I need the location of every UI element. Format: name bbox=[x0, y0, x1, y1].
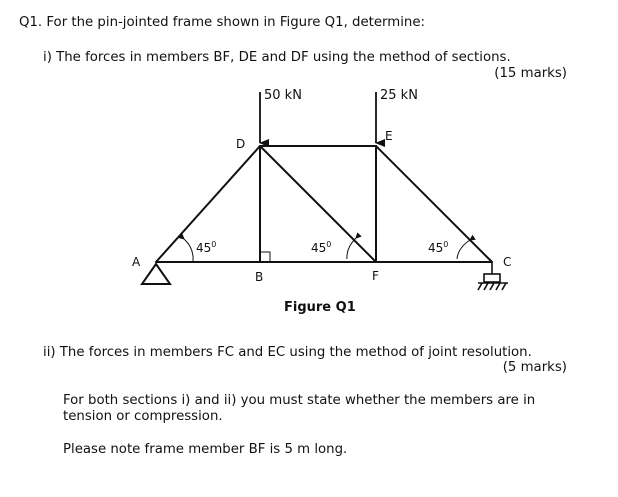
right-angle-mark bbox=[260, 252, 270, 262]
note-line-1: For both sections i) and ii) you must state whether the members are in bbox=[63, 393, 536, 408]
part-i-text: i) The forces in members BF, DE and DF using the method of sections. bbox=[43, 50, 511, 65]
angle-label-c bbox=[428, 240, 448, 255]
angle-arc-c-icon bbox=[457, 240, 470, 259]
note-line-2: tension or compression. bbox=[63, 409, 223, 424]
pin-support-icon bbox=[142, 264, 170, 284]
figure-caption: Figure Q1 bbox=[284, 300, 356, 315]
part-i-marks: (15 marks) bbox=[494, 66, 567, 81]
degree-symbol-c: 0 bbox=[443, 240, 449, 249]
degree-symbol-a: 0 bbox=[211, 240, 217, 249]
part-ii-marks: (5 marks) bbox=[502, 360, 567, 375]
node-label-d: D bbox=[236, 137, 246, 151]
note-bf-length: Please note frame member BF is 5 m long. bbox=[63, 442, 348, 457]
angle-arc-a-icon bbox=[184, 239, 193, 261]
part-ii-text: ii) The forces in members FC and EC using the method of joint resolution. bbox=[43, 345, 532, 360]
node-label-e: E bbox=[385, 129, 393, 143]
question-title: Q1. For the pin-jointed frame shown in Figure Q1, determine: bbox=[19, 15, 426, 30]
node-label-c: C bbox=[503, 255, 512, 269]
node-label-a: A bbox=[132, 255, 141, 269]
angle-value-c: 45 bbox=[428, 241, 444, 255]
angle-value-f: 45 bbox=[311, 241, 327, 255]
degree-symbol-f: 0 bbox=[326, 240, 332, 249]
angle-label-f bbox=[311, 240, 331, 255]
load-label-d: 50 kN bbox=[264, 88, 302, 103]
node-label-f: F bbox=[372, 269, 379, 283]
angle-label-a bbox=[196, 240, 216, 255]
angle-value-a: 45 bbox=[196, 241, 212, 255]
node-label-b: B bbox=[255, 270, 264, 284]
load-label-e: 25 kN bbox=[380, 88, 418, 103]
